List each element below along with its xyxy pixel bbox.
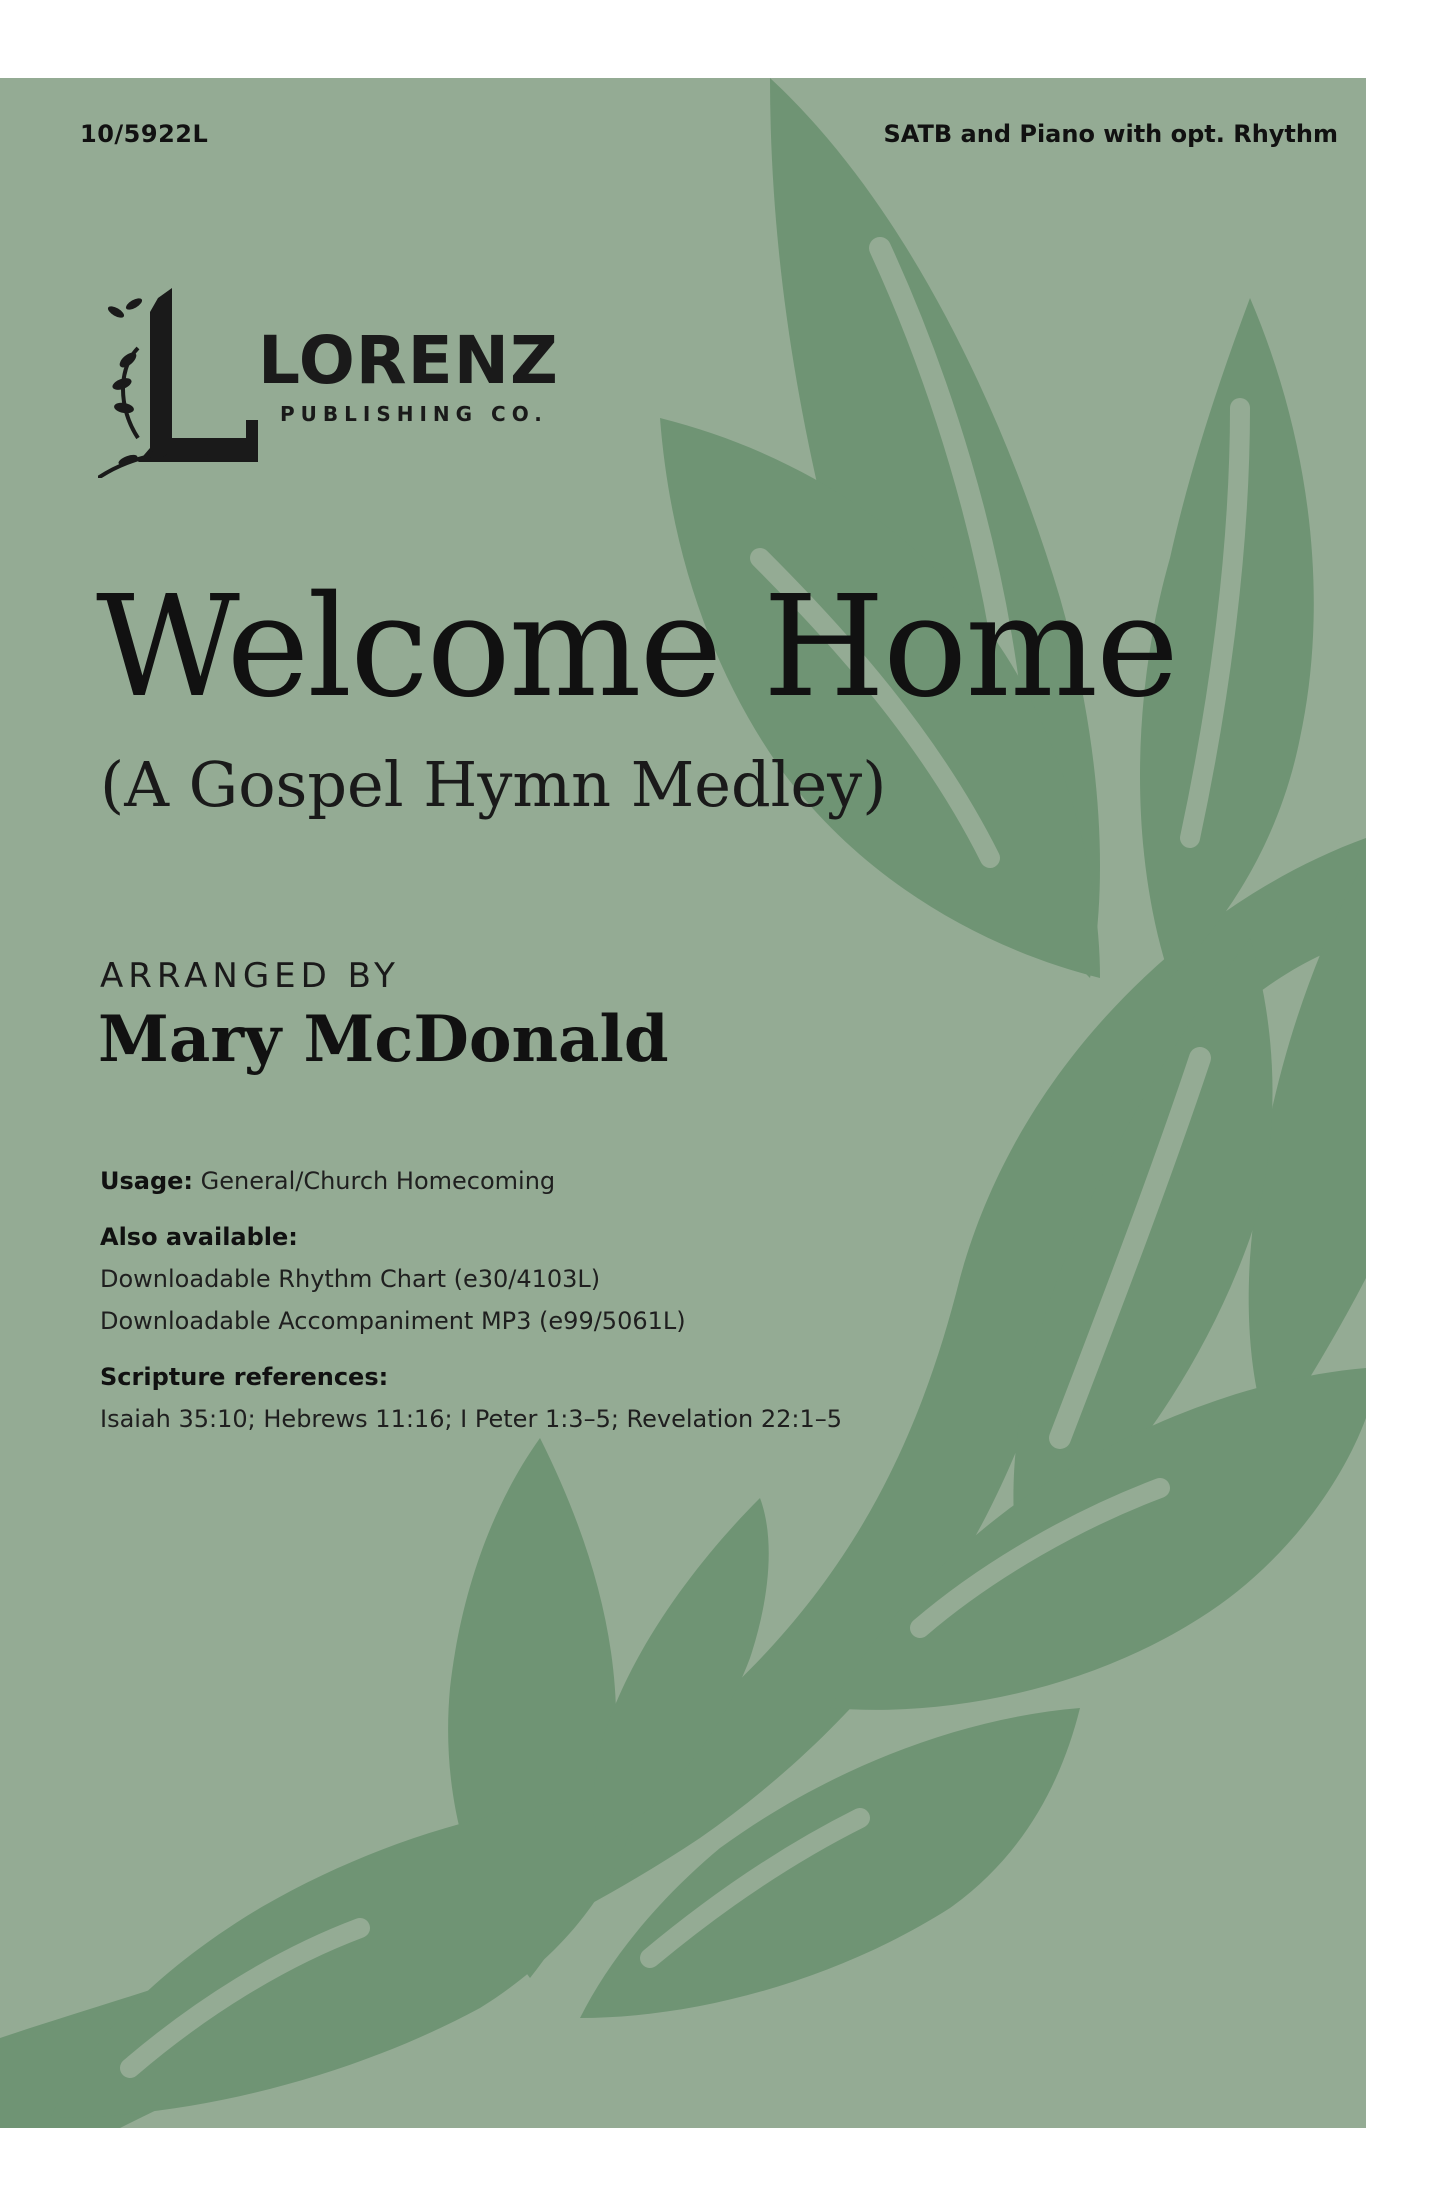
- arranger-name: Mary McDonald: [98, 1002, 669, 1077]
- scripture-label: Scripture references:: [100, 1363, 389, 1391]
- details-block: [100, 1160, 1000, 1440]
- also-available-item: Downloadable Accompaniment MP3 (e99/5061L): [100, 1307, 686, 1335]
- publisher-name: LORENZ: [258, 322, 559, 399]
- publisher-logo: [98, 288, 558, 478]
- usage-value: General/Church Homecoming: [200, 1167, 556, 1195]
- publisher-subtitle: PUBLISHING CO.: [280, 402, 548, 426]
- also-available-item: Downloadable Rhythm Chart (e30/4103L): [100, 1265, 601, 1293]
- cover: [0, 78, 1366, 2128]
- page-subtitle: (A Gospel Hymn Medley): [100, 748, 887, 821]
- page-title: Welcome Home: [96, 566, 1177, 729]
- usage-label: Usage:: [100, 1167, 194, 1195]
- voicing-label: SATB and Piano with opt. Rhythm: [883, 120, 1338, 148]
- arranged-by-label: ARRANGED BY: [100, 956, 400, 996]
- catalog-number: 10/5922L: [80, 120, 209, 148]
- also-available-label: Also available:: [100, 1223, 298, 1251]
- scripture-value: Isaiah 35:10; Hebrews 11:16; I Peter 1:3–5; Revelation 22:1–5: [100, 1405, 843, 1433]
- usage-line: [100, 1160, 1000, 1202]
- lorenz-l-emblem-icon: [98, 288, 258, 478]
